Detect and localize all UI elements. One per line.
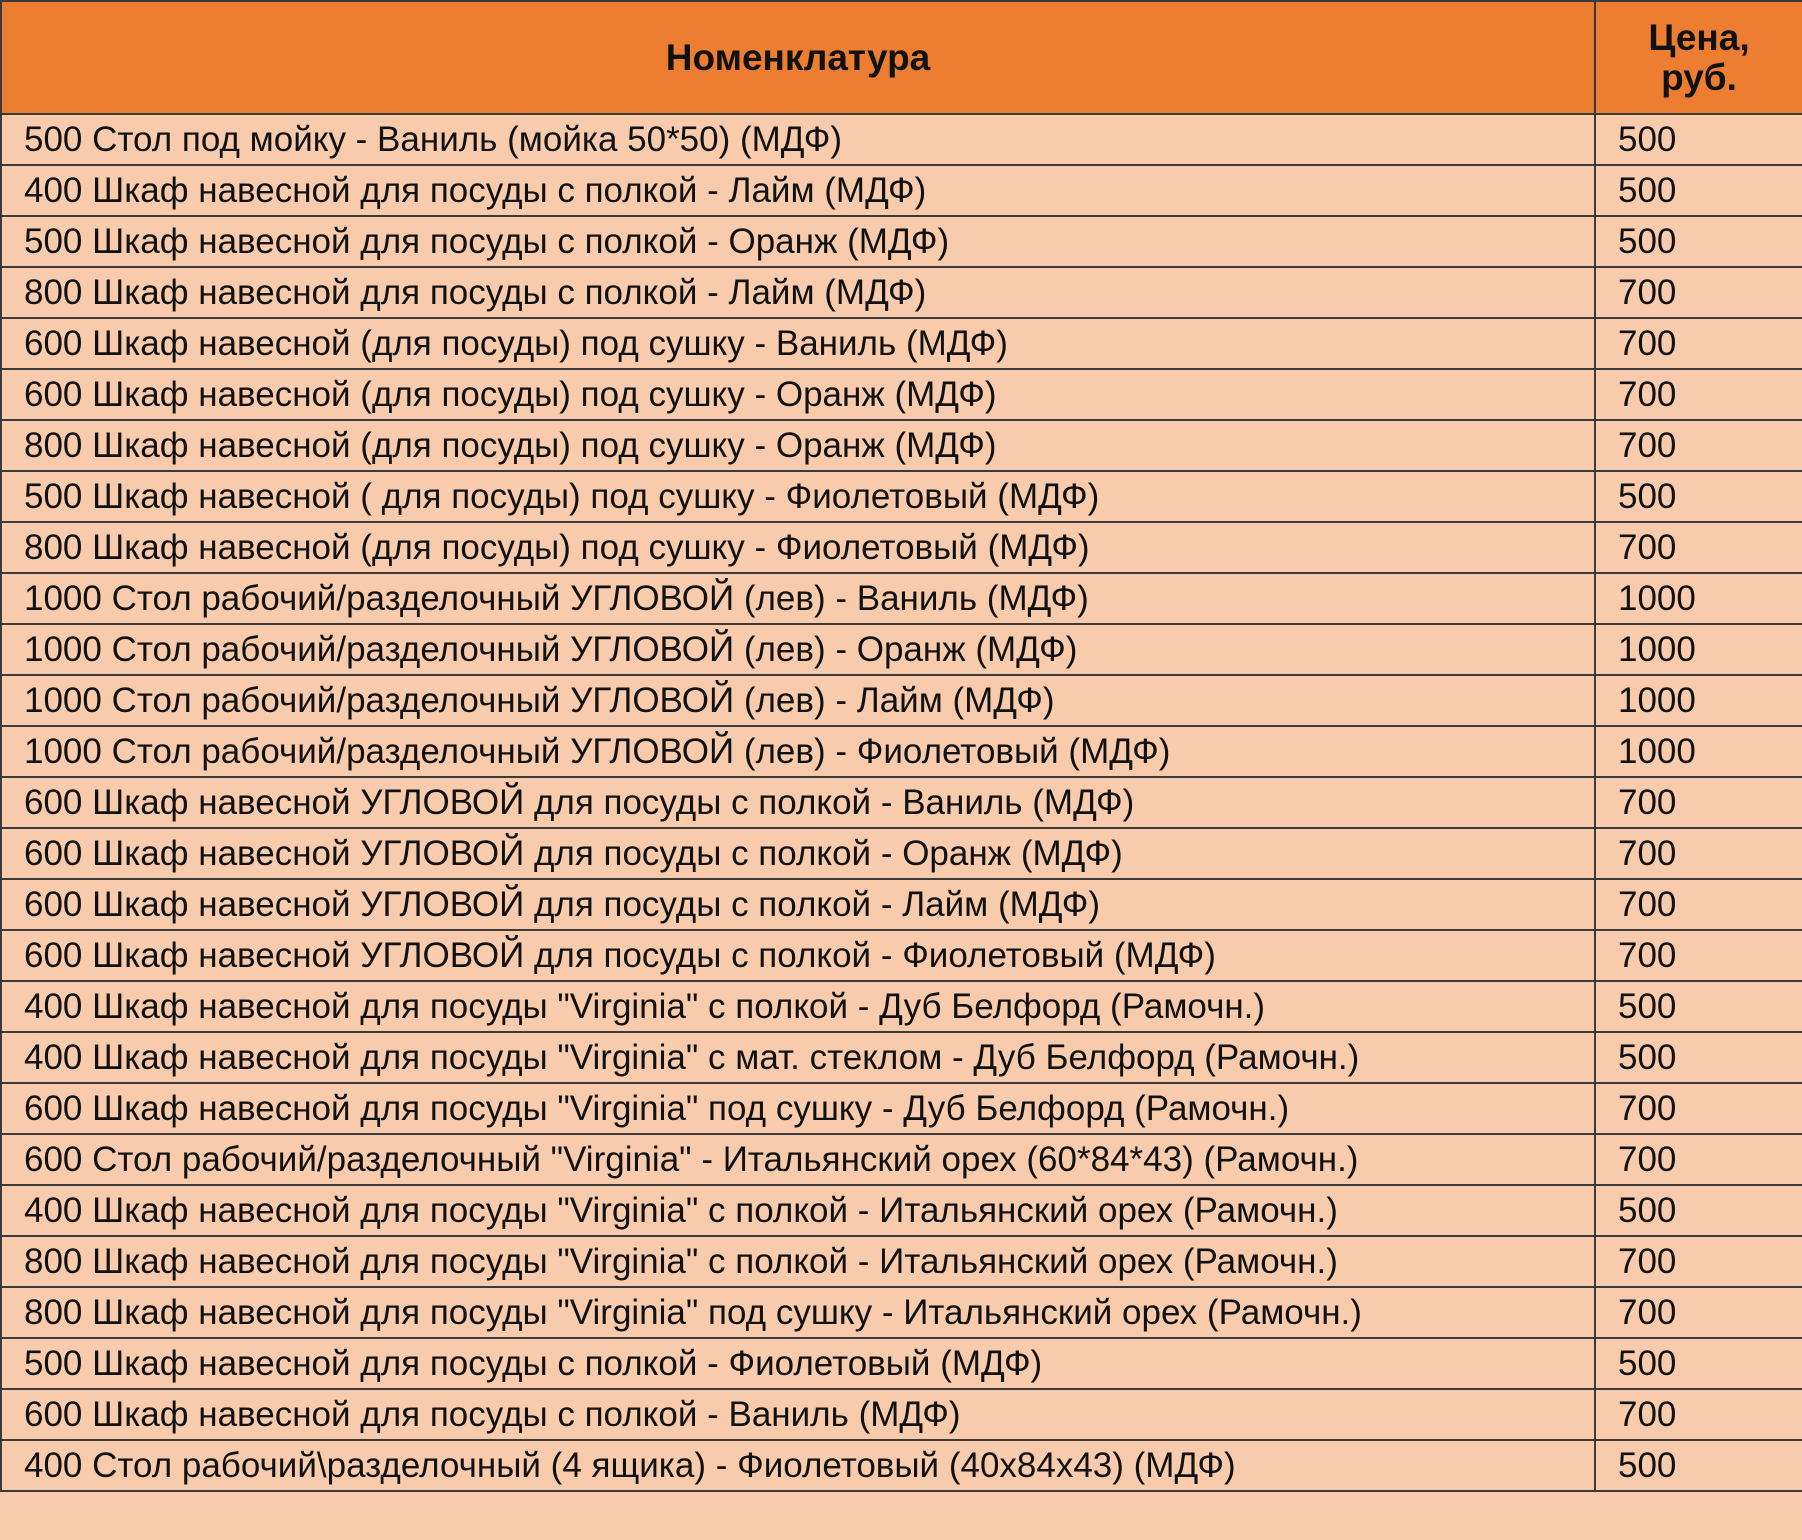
cell-price: 700 bbox=[1595, 1083, 1802, 1134]
cell-name: 500 Шкаф навесной ( для посуды) под сушку - Фиолетовый (МДФ) bbox=[1, 471, 1595, 522]
cell-price: 700 bbox=[1595, 522, 1802, 573]
cell-name: 600 Стол рабочий/разделочный "Virginia" - Итальянский орех (60*84*43) (Рамочн.) bbox=[1, 1134, 1595, 1185]
cell-price: 700 bbox=[1595, 369, 1802, 420]
cell-price: 700 bbox=[1595, 1389, 1802, 1440]
cell-name: 600 Шкаф навесной УГЛОВОЙ для посуды с полкой - Оранж (МДФ) bbox=[1, 828, 1595, 879]
table-row bbox=[1, 420, 1802, 471]
table-row bbox=[1, 267, 1802, 318]
table-row bbox=[1, 573, 1802, 624]
table-row bbox=[1, 165, 1802, 216]
cell-name: 1000 Стол рабочий/разделочный УГЛОВОЙ (лев) - Лайм (МДФ) bbox=[1, 675, 1595, 726]
cell-name: 600 Шкаф навесной (для посуды) под сушку - Оранж (МДФ) bbox=[1, 369, 1595, 420]
cell-name: 400 Шкаф навесной для посуды "Virginia" с полкой - Дуб Белфорд (Рамочн.) bbox=[1, 981, 1595, 1032]
cell-name: 800 Шкаф навесной для посуды с полкой - Лайм (МДФ) bbox=[1, 267, 1595, 318]
cell-name: 600 Шкаф навесной УГЛОВОЙ для посуды с полкой - Лайм (МДФ) bbox=[1, 879, 1595, 930]
table-row bbox=[1, 1083, 1802, 1134]
cell-name: 800 Шкаф навесной для посуды "Virginia" под сушку - Итальянский орех (Рамочн.) bbox=[1, 1287, 1595, 1338]
cell-price: 500 bbox=[1595, 1338, 1802, 1389]
cell-name: 800 Шкаф навесной (для посуды) под сушку - Оранж (МДФ) bbox=[1, 420, 1595, 471]
header-price-line1: Цена, bbox=[1648, 16, 1750, 58]
cell-price: 1000 bbox=[1595, 624, 1802, 675]
cell-name: 800 Шкаф навесной для посуды "Virginia" с полкой - Итальянский орех (Рамочн.) bbox=[1, 1236, 1595, 1287]
cell-name: 400 Шкаф навесной для посуды с полкой - Лайм (МДФ) bbox=[1, 165, 1595, 216]
table-body bbox=[1, 114, 1802, 1491]
table-row bbox=[1, 1185, 1802, 1236]
cell-price: 700 bbox=[1595, 930, 1802, 981]
cell-price: 500 bbox=[1595, 165, 1802, 216]
cell-price: 500 bbox=[1595, 1440, 1802, 1491]
table-row bbox=[1, 318, 1802, 369]
header-row bbox=[1, 1, 1802, 114]
cell-price: 700 bbox=[1595, 1287, 1802, 1338]
cell-price: 700 bbox=[1595, 1236, 1802, 1287]
table-row bbox=[1, 879, 1802, 930]
cell-name: 1000 Стол рабочий/разделочный УГЛОВОЙ (лев) - Ваниль (МДФ) bbox=[1, 573, 1595, 624]
header-price-line2: руб. bbox=[1661, 56, 1737, 98]
cell-price: 500 bbox=[1595, 1185, 1802, 1236]
table-row bbox=[1, 216, 1802, 267]
cell-price: 500 bbox=[1595, 114, 1802, 165]
table-row bbox=[1, 471, 1802, 522]
table-row bbox=[1, 1287, 1802, 1338]
cell-name: 500 Шкаф навесной для посуды с полкой - Оранж (МДФ) bbox=[1, 216, 1595, 267]
table-row bbox=[1, 624, 1802, 675]
table-row bbox=[1, 981, 1802, 1032]
table-row bbox=[1, 726, 1802, 777]
cell-price: 1000 bbox=[1595, 675, 1802, 726]
cell-name: 600 Шкаф навесной для посуды "Virginia" под сушку - Дуб Белфорд (Рамочн.) bbox=[1, 1083, 1595, 1134]
cell-name: 600 Шкаф навесной УГЛОВОЙ для посуды с полкой - Ваниль (МДФ) bbox=[1, 777, 1595, 828]
table-row bbox=[1, 522, 1802, 573]
cell-name: 600 Шкаф навесной УГЛОВОЙ для посуды с полкой - Фиолетовый (МДФ) bbox=[1, 930, 1595, 981]
cell-price: 700 bbox=[1595, 318, 1802, 369]
table-row bbox=[1, 675, 1802, 726]
header-name: Номенклатура bbox=[1, 1, 1595, 114]
cell-price: 700 bbox=[1595, 777, 1802, 828]
cell-price: 700 bbox=[1595, 420, 1802, 471]
table-row bbox=[1, 1440, 1802, 1491]
cell-name: 1000 Стол рабочий/разделочный УГЛОВОЙ (лев) - Оранж (МДФ) bbox=[1, 624, 1595, 675]
cell-name: 500 Стол под мойку - Ваниль (мойка 50*50) (МДФ) bbox=[1, 114, 1595, 165]
cell-price: 700 bbox=[1595, 879, 1802, 930]
cell-price: 700 bbox=[1595, 828, 1802, 879]
cell-price: 700 bbox=[1595, 267, 1802, 318]
cell-price: 1000 bbox=[1595, 726, 1802, 777]
table-row bbox=[1, 369, 1802, 420]
cell-name: 400 Стол рабочий\разделочный (4 ящика) - Фиолетовый (40х84х43) (МДФ) bbox=[1, 1440, 1595, 1491]
table-row bbox=[1, 1389, 1802, 1440]
table-row bbox=[1, 777, 1802, 828]
cell-name: 500 Шкаф навесной для посуды с полкой - Фиолетовый (МДФ) bbox=[1, 1338, 1595, 1389]
cell-price: 500 bbox=[1595, 471, 1802, 522]
cell-name: 1000 Стол рабочий/разделочный УГЛОВОЙ (лев) - Фиолетовый (МДФ) bbox=[1, 726, 1595, 777]
table-row bbox=[1, 114, 1802, 165]
table-row bbox=[1, 930, 1802, 981]
cell-name: 400 Шкаф навесной для посуды "Virginia" с мат. стеклом - Дуб Белфорд (Рамочн.) bbox=[1, 1032, 1595, 1083]
table-row bbox=[1, 1032, 1802, 1083]
table-row bbox=[1, 1134, 1802, 1185]
cell-name: 400 Шкаф навесной для посуды "Virginia" с полкой - Итальянский орех (Рамочн.) bbox=[1, 1185, 1595, 1236]
cell-price: 1000 bbox=[1595, 573, 1802, 624]
table-row bbox=[1, 1236, 1802, 1287]
table-row bbox=[1, 1338, 1802, 1389]
header-price bbox=[1595, 1, 1802, 114]
cell-name: 600 Шкаф навесной для посуды с полкой - Ваниль (МДФ) bbox=[1, 1389, 1595, 1440]
cell-name: 800 Шкаф навесной (для посуды) под сушку - Фиолетовый (МДФ) bbox=[1, 522, 1595, 573]
cell-price: 500 bbox=[1595, 216, 1802, 267]
cell-price: 500 bbox=[1595, 981, 1802, 1032]
cell-price: 700 bbox=[1595, 1134, 1802, 1185]
cell-name: 600 Шкаф навесной (для посуды) под сушку - Ваниль (МДФ) bbox=[1, 318, 1595, 369]
cell-price: 500 bbox=[1595, 1032, 1802, 1083]
table-row bbox=[1, 828, 1802, 879]
